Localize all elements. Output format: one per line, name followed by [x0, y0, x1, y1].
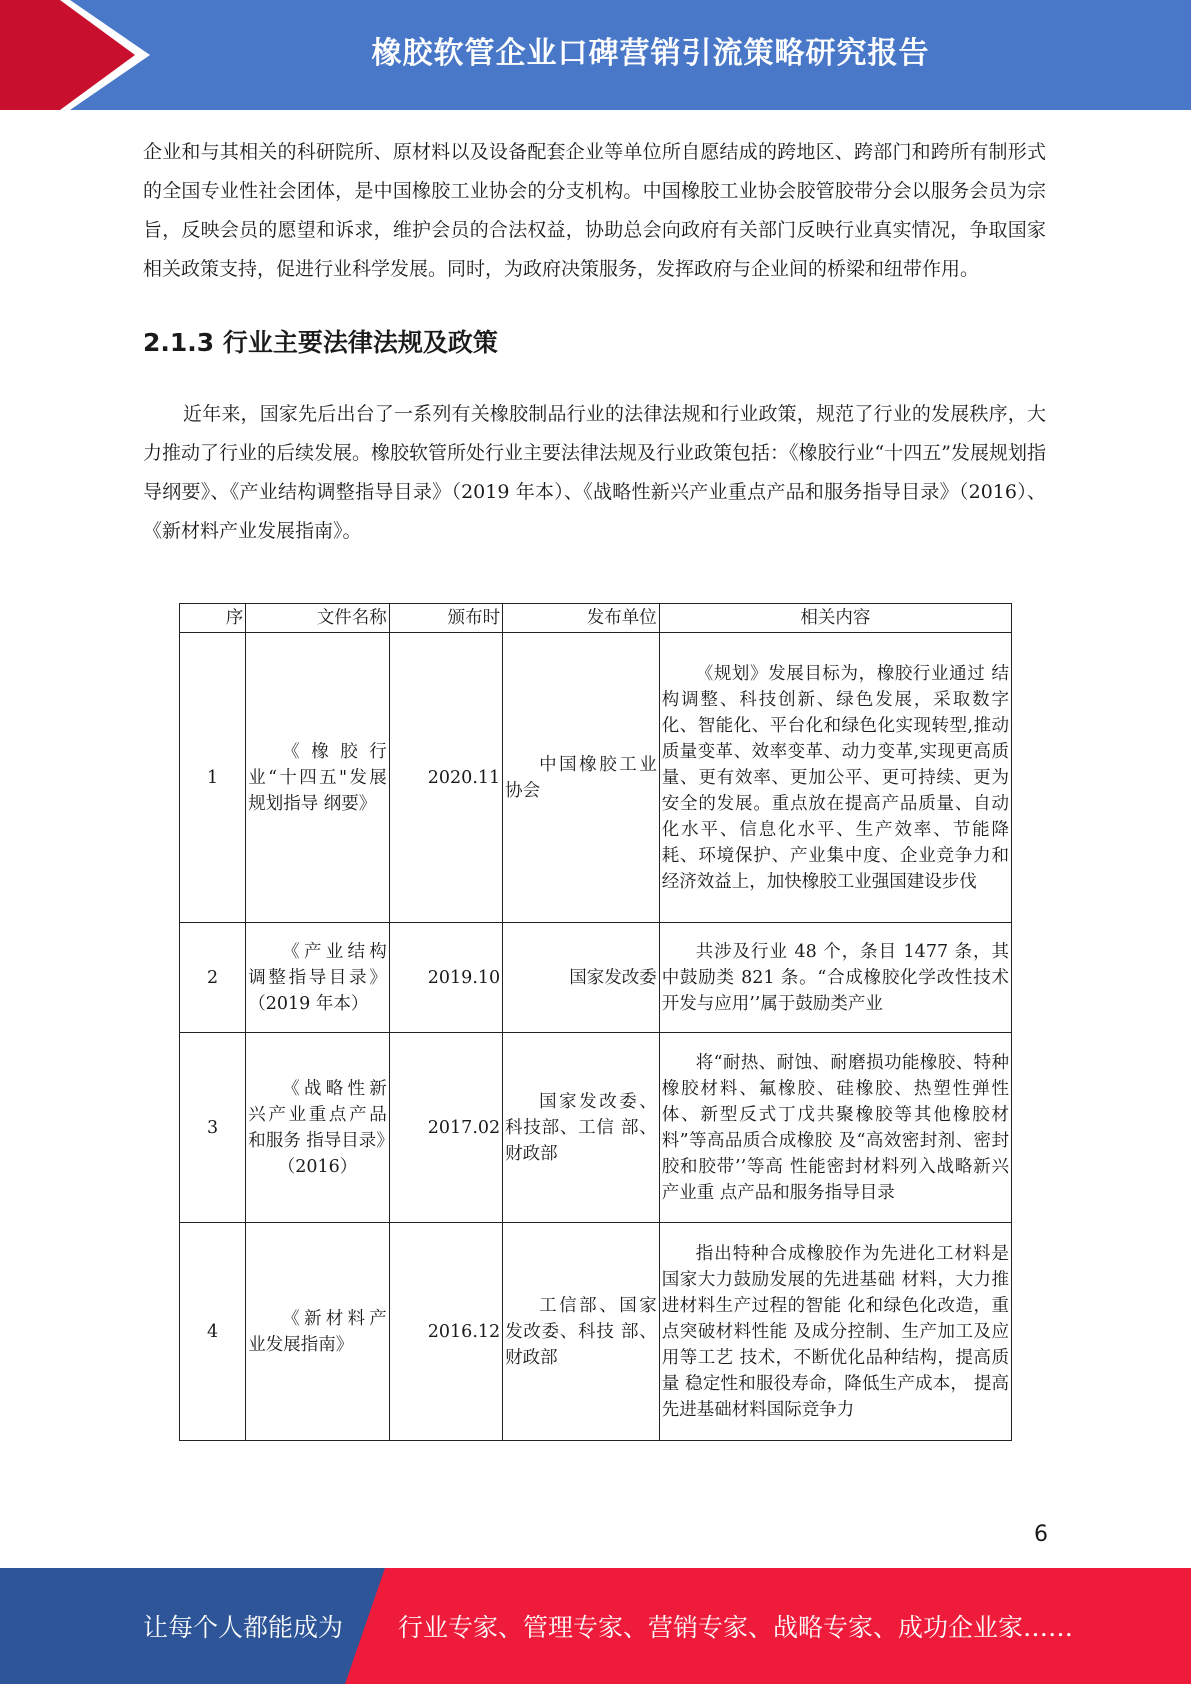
page-header [0, 0, 1191, 110]
cell-name [246, 1223, 390, 1441]
section-heading: 2.1.3 行业主要法律法规及政策 [143, 328, 498, 357]
cell-content [659, 1223, 1011, 1441]
page-footer [0, 1568, 1191, 1684]
policy-table [179, 603, 1012, 1441]
cell-issuer [503, 1223, 660, 1441]
cell-seq: 4 [180, 1223, 246, 1441]
cell-name-text: 《橡胶行业“十四五"发展规划指导 纲要》 [248, 741, 387, 814]
header-content: 相关内容 [659, 604, 1011, 633]
footer-slogan-right: 行业专家、管理专家、营销专家、战略专家、成功企业家…… [398, 1613, 1074, 1642]
intro-paragraph: 企业和与其相关的科研院所、原材料以及设备配套企业等单位所自愿结成的跨地区、跨部门和跨所有制形式的全国专业性社会团体，是中国橡胶工业协会的分支机构。中国橡胶工业协会胶管胶带分会以服务会员为宗旨，反映会员的愿望和诉求，维护会员的合法权益，协助总会向政府有关部门反映行业真实情况，争取国家相关政策支持，促进行业科学发展。同时，为政府决策服务，发挥政府与企业间的桥梁和纽带作用。 [143, 141, 1046, 280]
footer-slogan-left: 让每个人都能成为 [143, 1613, 344, 1642]
cell-name-text: 《新材料产 业发展指南》 [248, 1308, 387, 1355]
cell-content-text: 共涉及行业 48 个，条目 1477 条，其 中鼓励类 821 条。“合成橡胶化学改性技术开发与应用’’属于鼓励类产业 [661, 941, 1009, 1014]
table-row [180, 633, 1012, 923]
report-title: 橡胶软管企业口碑营销引流策略研究报告 [371, 36, 930, 71]
header-seq: 序 [180, 604, 246, 633]
cell-date: 2017.02 [389, 1033, 502, 1223]
cell-issuer-text: 工信部、国家发改委、科技 部、财政部 [505, 1295, 657, 1368]
header-issuer: 发布单位 [503, 604, 660, 633]
page-number: 6 [1034, 1522, 1048, 1547]
cell-seq: 3 [180, 1033, 246, 1223]
cell-content [659, 1033, 1011, 1223]
cell-issuer [503, 1033, 660, 1223]
table-row [180, 1033, 1012, 1223]
cell-content-text: 《规划》发展目标为，橡胶行业通过 结构调整、科技创新、绿色发展，采取数字化、智能化、平台化和绿色化实现转型,推动质量变革、效率变革、动力变革,实现更高质量、更有效率、更加公平、更可持续、更为安全的发展。重点放在提高产品质量、自动化水平、信息化水平、生产效率、节能降耗、环境保护、产业集中度、企业竞争力和经济效益上，加快橡胶工业强国建设步伐 [661, 663, 1009, 892]
cell-date: 2020.11 [389, 633, 502, 923]
cell-name [246, 923, 390, 1033]
cell-issuer-text: 中国橡胶工业 协会 [505, 754, 657, 801]
table-header-row [180, 604, 1012, 633]
cell-issuer [503, 923, 660, 1033]
cell-date: 2019.10 [389, 923, 502, 1033]
cell-seq: 1 [180, 633, 246, 923]
cell-content [659, 923, 1011, 1033]
cell-name [246, 1033, 394, 1223]
cell-name [246, 633, 390, 923]
header-date: 颁布时 [389, 604, 502, 633]
table-row [180, 1223, 1012, 1441]
header-name: 文件名称 [246, 604, 390, 633]
cell-name-year: （2016） [277, 1156, 358, 1177]
cell-seq: 2 [180, 923, 246, 1033]
main-content [143, 133, 1046, 551]
cell-issuer-text: 国家发改委 [569, 967, 657, 988]
cell-content-text: 将“耐热、耐蚀、耐磨损功能橡胶、特种橡胶材料、氟橡胶、硅橡胶、热塑性弹性体、新型反式丁戊共聚橡胶等其他橡胶材料”等高品质合成橡胶 及“高效密封剂、密封胶和胶带’’等高 性能密封材料列入战略新兴产业重 点产品和服务指导目录 [661, 1052, 1009, 1203]
table-row [180, 923, 1012, 1033]
cell-issuer [503, 633, 660, 923]
cell-name-text: 《战略性新 兴产业重点产品和服务 指导目录》 [248, 1078, 394, 1151]
cell-date: 2016.12 [389, 1223, 502, 1441]
cell-content-text: 指出特种合成橡胶作为先进化工材料是国家大力鼓励发展的先进基础 材料，大力推进材料生产过程的智能 化和绿色化改造，重点突破材料性能 及成分控制、生产加工及应用等工艺 技术，不断优化品种结构，提高质量 稳定性和服役寿命，降低生产成本， 提高先进基础材料国际竞争力 [661, 1243, 1009, 1420]
cell-content [659, 633, 1011, 923]
section-paragraph: 近年来，国家先后出台了一系列有关橡胶制品行业的法律法规和行业政策，规范了行业的发展秩序，大力推动了行业的后续发展。橡胶软管所处行业主要法律法规及行业政策包括：《橡胶行业“十四五”发展规划指导纲要》、《产业结构调整指导目录》（2019 年本）、《战略性新兴产业重点产品和服务指导目录》（2016）、《新材料产业发展指南》。 [143, 403, 1046, 542]
cell-issuer-text: 国家发改委、科技部、工信 部、财政部 [505, 1091, 657, 1164]
cell-name-text: 《产业结构 调整指导目录》（2019 年本） [248, 941, 387, 1014]
